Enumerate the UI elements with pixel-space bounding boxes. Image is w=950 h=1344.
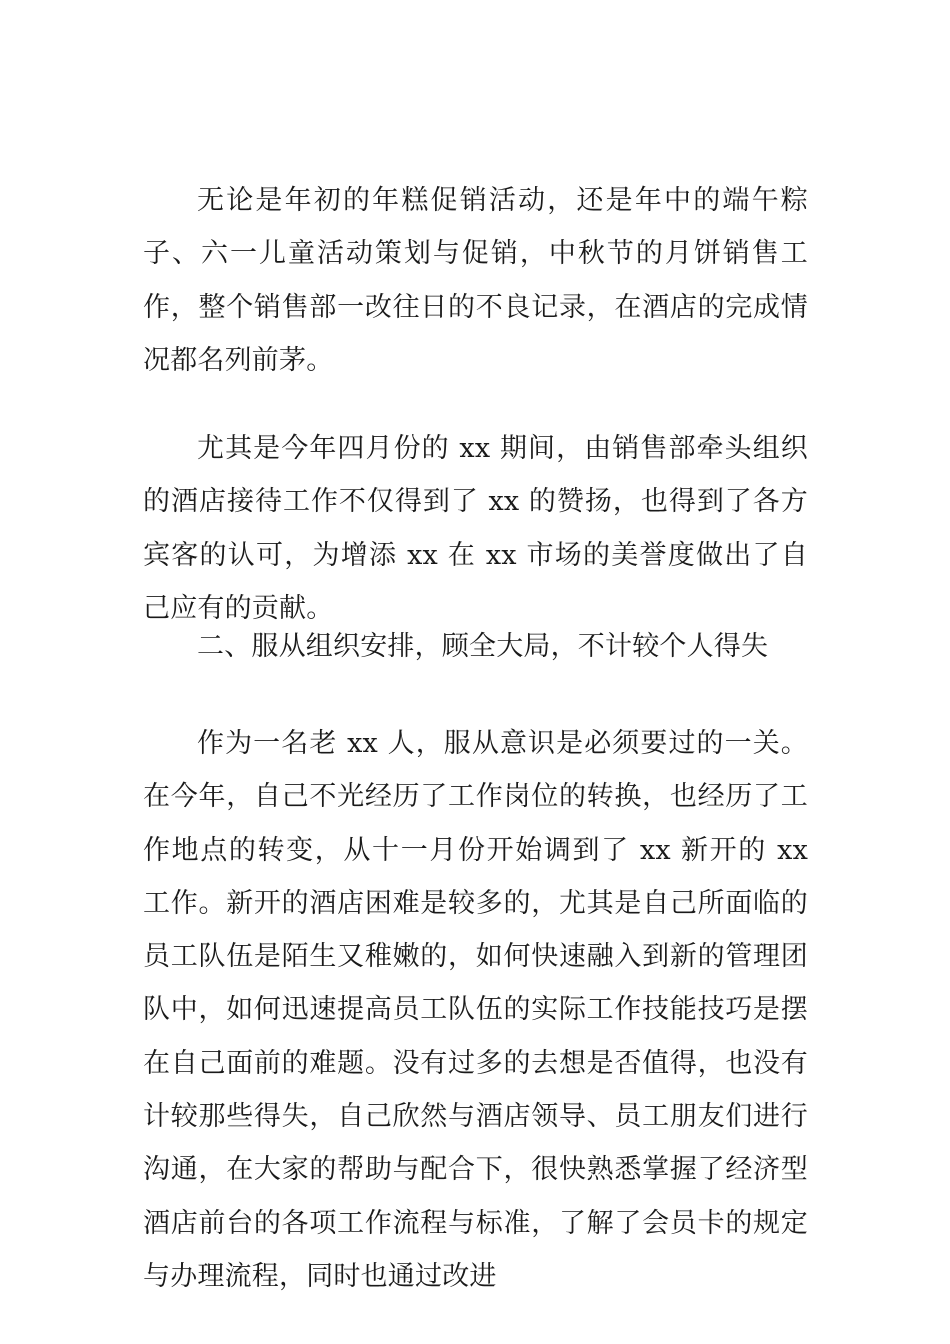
paragraph-reception-work: 尤其是今年四月份的 xx 期间，由销售部牵头组织的酒店接待工作不仅得到了 xx 的赞扬，也得到了各方宾客的认可，为增添 xx 在 xx 市场的美誉度做出了自己应有的贡献。 — [143, 433, 808, 624]
section-heading-obey-arrangement: 二、服从组织安排，顾全大局，不计较个人得失 — [197, 631, 769, 662]
paragraph-promotion-results: 无论是年初的年糕促销活动，还是年中的端午粽子、六一儿童活动策划与促销，中秋节的月饼销售工作，整个销售部一改往日的不良记录，在酒店的完成情况都名列前茅。 — [143, 185, 808, 376]
paragraph-job-transfer: 作为一名老 xx 人，服从意识是必须要过的一关。在今年，自己不光经历了工作岗位的转换，也经历了工作地点的转变，从十一月份开始调到了 xx 新开的 xx 工作。新开的酒店困难是较多的，尤其是自己所面临的员工队伍是陌生又稚嫩的，如何快速融入到新的管理团队中，如何迅速提高员工队伍的实际工作技能技巧是摆在自己面前的难题。没有过多的去想是否值得，也没有计较那些得失，自己欣然与酒店领导、员工朋友们进行沟通，在大家的帮助与配合下，很快熟悉掌握了经济型酒店前台的各项工作流程与标准，了解了会员卡的规定与办理流程，同时也通过改进 — [143, 728, 808, 1292]
